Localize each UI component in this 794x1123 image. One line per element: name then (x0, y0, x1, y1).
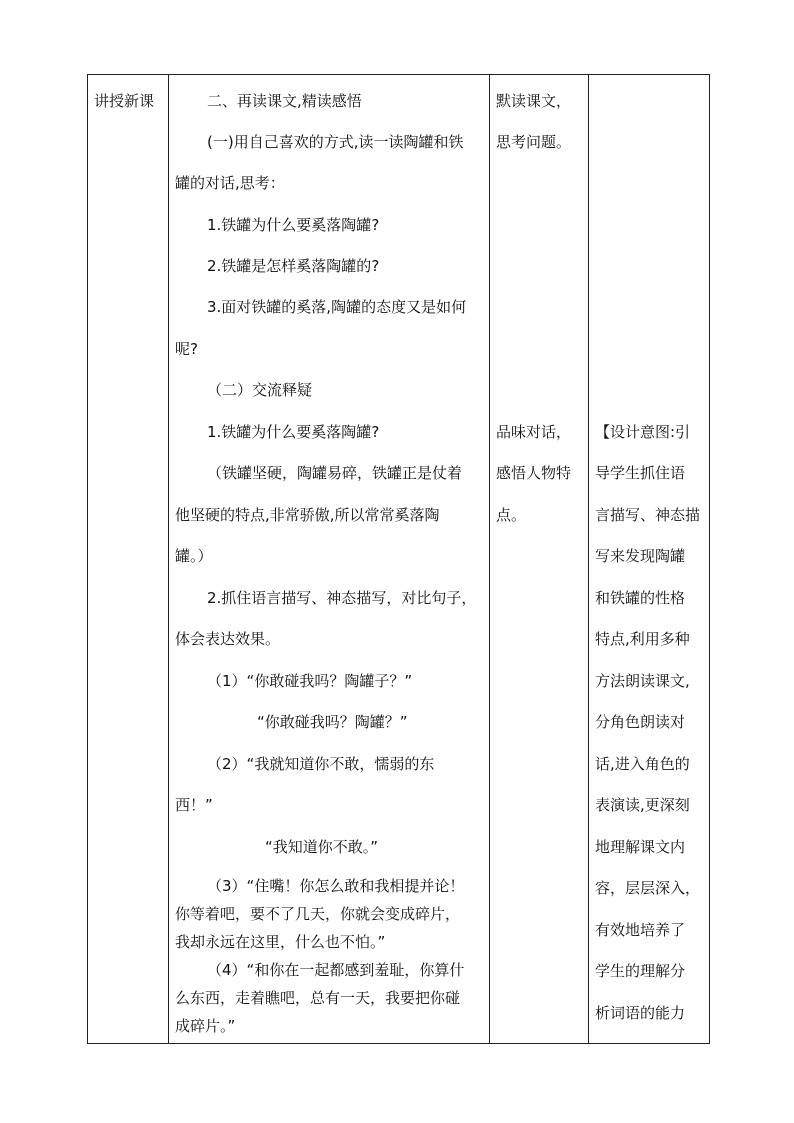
content-line: “我知道你不敢。” (265, 838, 379, 856)
design-line: 和铁罐的性格 (595, 589, 686, 607)
design-line: 分角色朗读对 (595, 713, 686, 731)
section-cell (88, 75, 169, 1044)
design-line: 导学生抓住语 (595, 464, 686, 482)
content-line: 体会表达效果。 (175, 630, 281, 648)
content-line: 我却永远在这里，什么也不怕。” (175, 933, 386, 951)
content-line: 么东西，走着瞧吧，总有一天，我要把你碰 (175, 989, 461, 1007)
design-line: 学生的理解分 (595, 962, 686, 980)
content-line: 1.铁罐为什么要奚落陶罐? (207, 423, 380, 441)
design-intent-cell (589, 75, 710, 1044)
content-line: 3.面对铁罐的奚落,陶罐的态度又是如何 (207, 298, 467, 316)
design-line: 【设计意图:引 (595, 423, 691, 441)
content-line: 1.铁罐为什么要奚落陶罐? (207, 216, 380, 234)
content-line: 你等着吧，要不了几天，你就会变成碎片， (175, 905, 461, 923)
student-activity-cell (490, 75, 589, 1044)
design-line: 特点,利用多种 (595, 630, 690, 648)
activity-line: 默读课文， (496, 92, 572, 110)
activity-line: 点。 (496, 506, 527, 524)
content-line: （1）“你敢碰我吗？陶罐子？” (207, 672, 413, 690)
activity-line: 思考问题。 (496, 133, 572, 151)
design-line: 言描写、神态描 (595, 506, 701, 524)
content-line: 2.铁罐是怎样奚落陶罐的? (207, 257, 380, 275)
content-line: 2.抓住语言描写、神态描写，对比句子， (207, 589, 477, 607)
content-line: （3）“住嘴！你怎么敢和我相提并论！ (207, 877, 465, 895)
table-row (88, 75, 710, 1044)
content-line: 西！” (175, 796, 213, 814)
design-line: 表演读,更深刻 (595, 796, 690, 814)
content-line: (一)用自己喜欢的方式,读一读陶罐和铁 (207, 133, 464, 151)
content-line: （2）“我就知道你不敢，懦弱的东 (207, 755, 435, 773)
content-line: 二、再读课文,精读感悟 (207, 92, 362, 110)
teaching-content-cell (169, 75, 490, 1044)
content-line: 罐。） (175, 547, 213, 565)
content-line: 呢? (175, 340, 198, 358)
content-line: 成碎片。” (175, 1017, 236, 1035)
design-line: 方法朗读课文, (595, 672, 690, 690)
section-label: 讲授新课 (94, 92, 155, 110)
content-line: “你敢碰我吗？陶罐？” (257, 713, 408, 731)
design-line: 写来发现陶罐 (595, 547, 686, 565)
design-line: 析词语的能力 (595, 1004, 686, 1022)
lesson-plan-table (87, 74, 710, 1044)
content-line: （铁罐坚硬，陶罐易碎，铁罐正是仗着 (207, 464, 463, 482)
content-line: 罐的对话,思考： (175, 174, 285, 192)
activity-line: 品味对话， (496, 423, 572, 441)
content-line: （4）“和你在一起都感到羞耻，你算什 (207, 961, 465, 979)
content-line: （二）交流释疑 (207, 381, 313, 399)
design-line: 有效地培养了 (595, 921, 686, 939)
design-line: 容，层层深入， (595, 879, 701, 897)
content-line: 他坚硬的特点,非常骄傲,所以常常奚落陶 (175, 506, 440, 524)
design-line: 地理解课文内 (595, 838, 686, 856)
activity-line: 感悟人物特 (496, 464, 572, 482)
design-line: 话,进入角色的 (595, 755, 690, 773)
